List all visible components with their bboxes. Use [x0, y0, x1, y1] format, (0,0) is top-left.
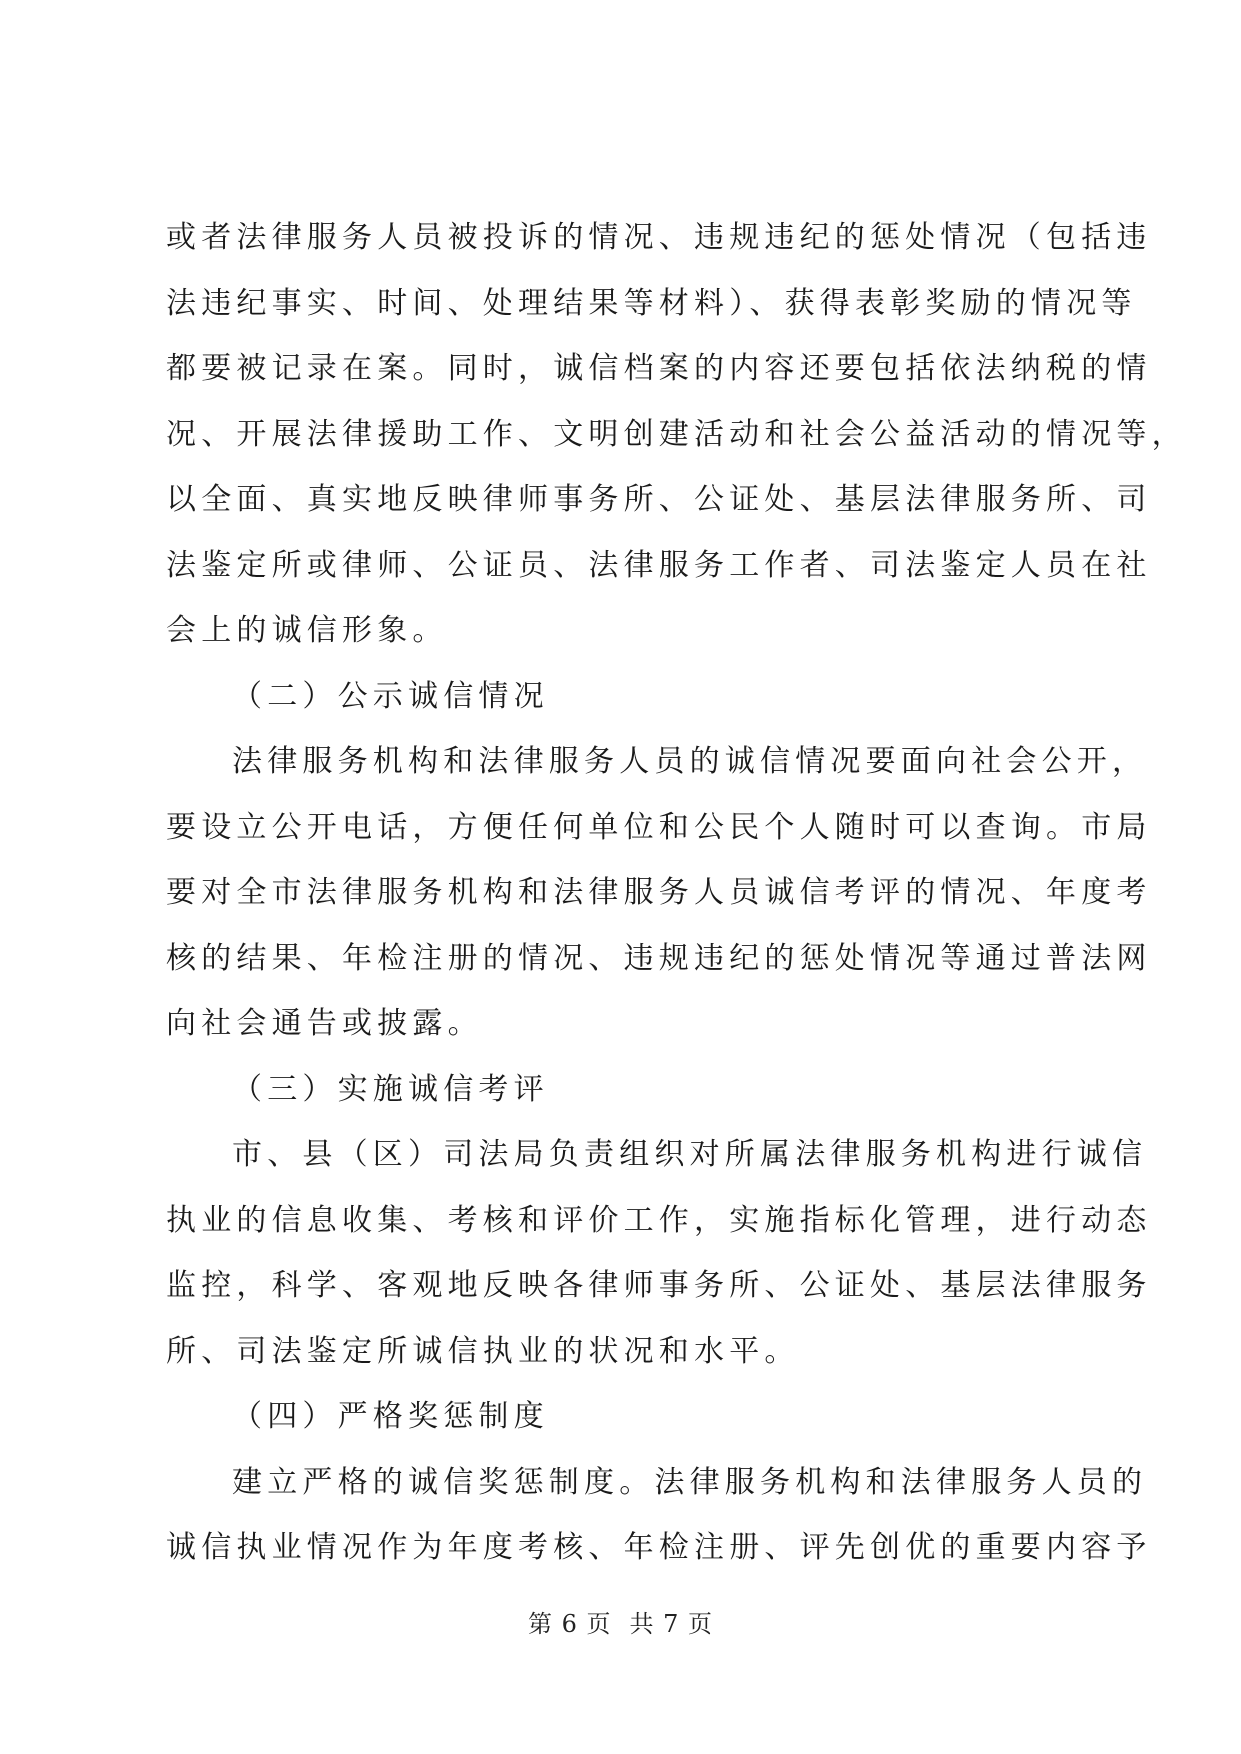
body-line: 核的结果、年检注册的情况、违规违纪的惩处情况等通过普法网: [166, 940, 1152, 976]
body-line: 法违纪事实、时间、处理结果等材料）、获得表彰奖励的情况等: [166, 285, 1137, 321]
body-line: 执业的信息收集、考核和评价工作，实施指标化管理，进行动态: [166, 1202, 1152, 1238]
body-line: 要设立公开电话，方便任何单位和公民个人随时可以查询。市局: [166, 809, 1152, 845]
section-heading-2: （二）公示诚信情况: [232, 678, 549, 714]
document-body: [166, 205, 1187, 1581]
body-line: 诚信执业情况作为年度考核、年检注册、评先创优的重要内容予: [166, 1530, 1152, 1565]
body-line: 或者法律服务人员被投诉的情况、违规违纪的惩处情况（包括违: [166, 220, 1152, 255]
body-line: 会上的诚信形象。: [166, 613, 448, 648]
page-footer: [0, 1604, 1241, 1639]
body-line: 法鉴定所或律师、公证员、法律服务工作者、司法鉴定人员在社: [166, 547, 1152, 583]
body-line: 以全面、真实地反映律师事务所、公证处、基层法律服务所、司: [166, 482, 1152, 517]
paragraph-first-line: 市、县（区）司法局负责组织对所属法律服务机构进行诚信: [232, 1137, 1148, 1172]
body-line: 监控，科学、客观地反映各律师事务所、公证处、基层法律服务: [166, 1268, 1152, 1303]
paragraph-first-line: 建立严格的诚信奖惩制度。法律服务机构和法律服务人员的: [232, 1464, 1148, 1500]
page-number: 第 6 页: [527, 1610, 612, 1638]
section-heading-3: （三）实施诚信考评: [232, 1071, 549, 1107]
body-line: 要对全市法律服务机构和法律服务人员诚信考评的情况、年度考: [166, 875, 1152, 910]
section-heading-4: （四）严格奖惩制度: [232, 1399, 549, 1434]
paragraph-first-line: 法律服务机构和法律服务人员的诚信情况要面向社会公开，: [232, 744, 1148, 779]
body-line: 所、司法鉴定所诚信执业的状况和水平。: [166, 1333, 800, 1369]
body-line: 向社会通告或披露。: [166, 1006, 483, 1041]
body-line: 况、开展法律援助工作、文明创建活动和社会公益活动的情况等，: [166, 416, 1187, 452]
body-line: 都要被记录在案。同时，诚信档案的内容还要包括依法纳税的情: [166, 351, 1152, 386]
page-total: 共 7 页: [629, 1610, 714, 1638]
